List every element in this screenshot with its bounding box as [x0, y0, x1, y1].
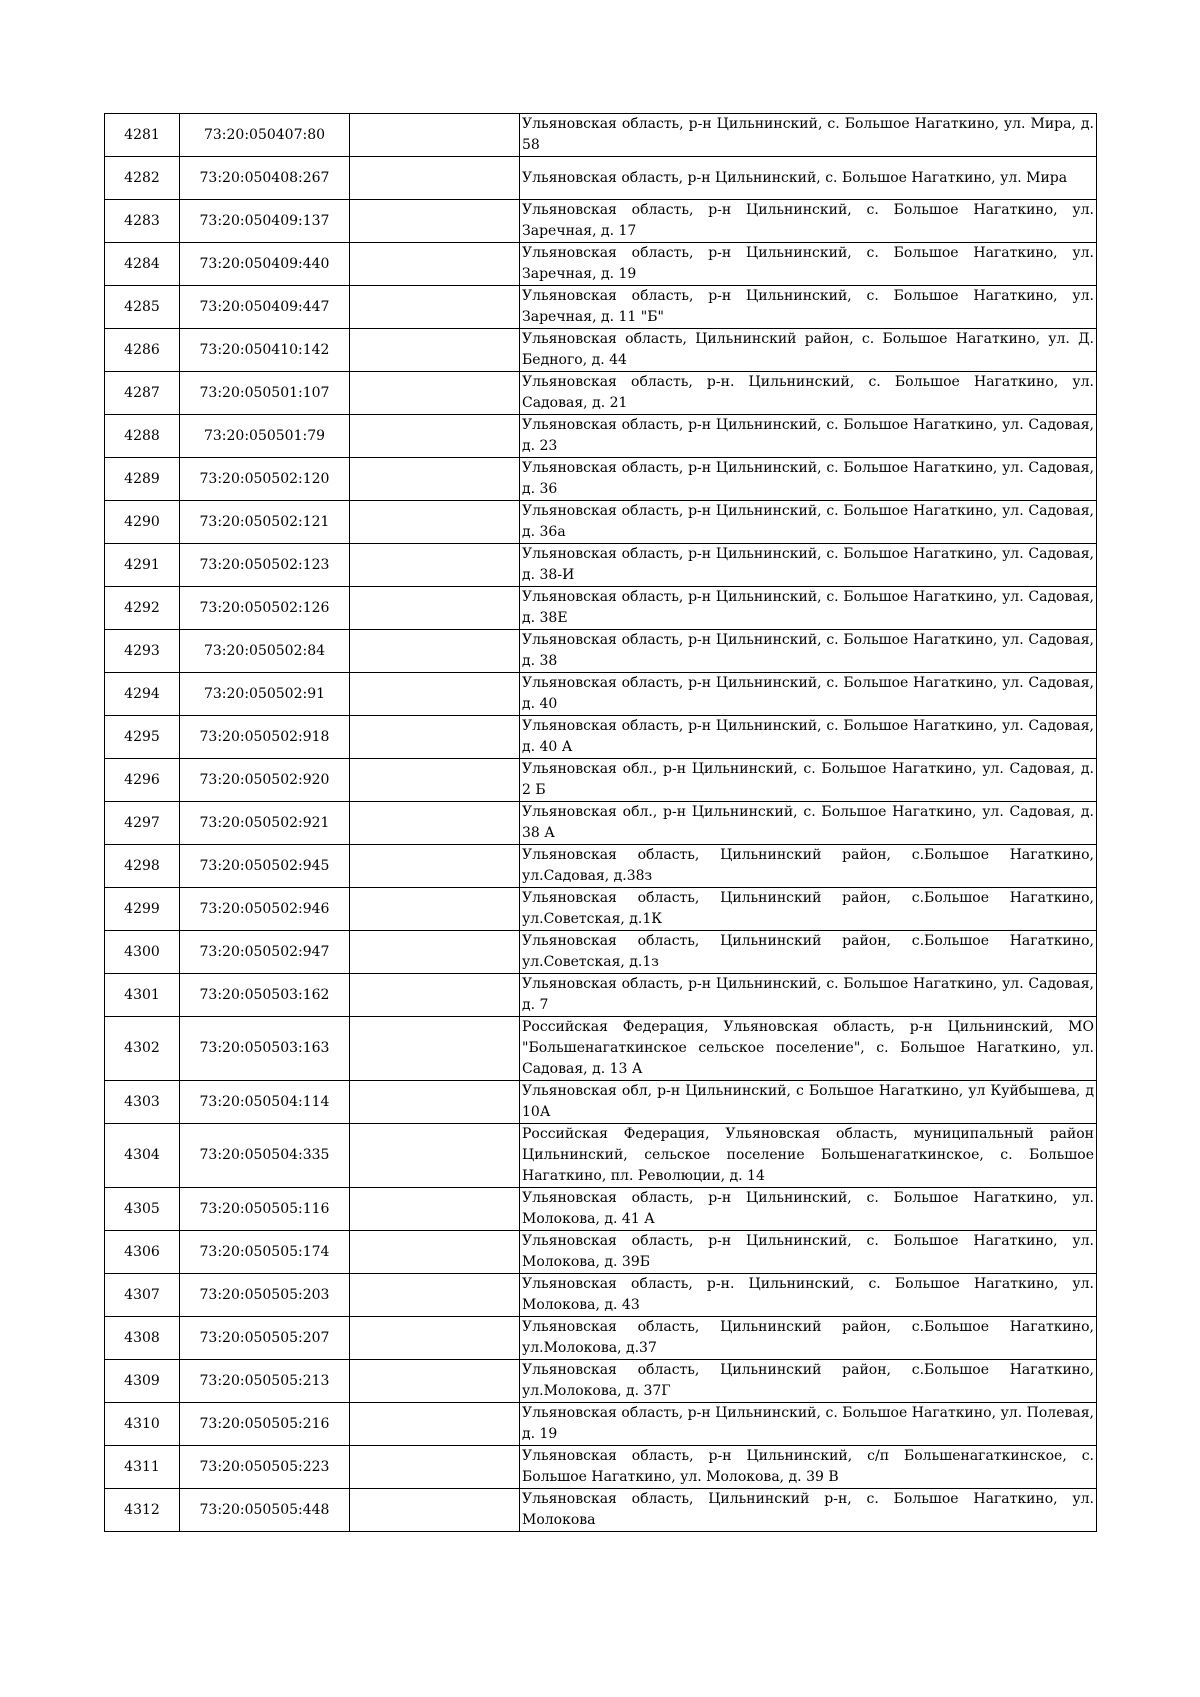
cadastral-number-cell: 73:20:050504:114: [180, 1081, 350, 1124]
address-cell: Ульяновская область, Цильнинский район, с.Большое Нагаткино, ул.Молокова, д. 37Г: [520, 1360, 1097, 1403]
row-number-cell: 4310: [105, 1403, 180, 1446]
row-number-cell: 4311: [105, 1446, 180, 1489]
table-row: [105, 1017, 1097, 1081]
cadastral-number-cell: 73:20:050505:448: [180, 1489, 350, 1532]
empty-cell: [350, 501, 520, 544]
address-cell: Ульяновская область, р-н Цильнинский, с. Большое Нагаткино, ул. Садовая, д. 36а: [520, 501, 1097, 544]
row-number-cell: 4297: [105, 802, 180, 845]
address-cell: Ульяновская область, р-н Цильнинский, с. Большое Нагаткино, ул. Заречная, д. 19: [520, 243, 1097, 286]
table-row: [105, 1360, 1097, 1403]
table-row: [105, 1403, 1097, 1446]
row-number-cell: 4309: [105, 1360, 180, 1403]
cadastral-number-cell: 73:20:050502:921: [180, 802, 350, 845]
empty-cell: [350, 759, 520, 802]
empty-cell: [350, 1274, 520, 1317]
empty-cell: [350, 1489, 520, 1532]
cadastral-number-cell: 73:20:050409:137: [180, 200, 350, 243]
empty-cell: [350, 329, 520, 372]
row-number-cell: 4299: [105, 888, 180, 931]
cadastral-number-cell: 73:20:050502:946: [180, 888, 350, 931]
empty-cell: [350, 1017, 520, 1081]
table-row: [105, 759, 1097, 802]
row-number-cell: 4296: [105, 759, 180, 802]
empty-cell: [350, 1360, 520, 1403]
row-number-cell: 4300: [105, 931, 180, 974]
empty-cell: [350, 114, 520, 157]
empty-cell: [350, 372, 520, 415]
empty-cell: [350, 845, 520, 888]
empty-cell: [350, 157, 520, 200]
cadastral-number-cell: 73:20:050502:91: [180, 673, 350, 716]
row-number-cell: 4307: [105, 1274, 180, 1317]
cadastral-number-cell: 73:20:050502:120: [180, 458, 350, 501]
row-number-cell: 4292: [105, 587, 180, 630]
cadastral-number-cell: 73:20:050501:79: [180, 415, 350, 458]
cadastral-number-cell: 73:20:050409:447: [180, 286, 350, 329]
address-cell: Ульяновская область, р-н Цильнинский, с. Большое Нагаткино, ул. Молокова, д. 39Б: [520, 1231, 1097, 1274]
row-number-cell: 4302: [105, 1017, 180, 1081]
address-cell: Ульяновская область, р-н. Цильнинский, с. Большое Нагаткино, ул. Садовая, д. 21: [520, 372, 1097, 415]
row-number-cell: 4285: [105, 286, 180, 329]
address-cell: Ульяновская область, р-н Цильнинский, с. Большое Нагаткино, ул. Садовая, д. 23: [520, 415, 1097, 458]
address-cell: Ульяновская область, р-н Цильнинский, с. Большое Нагаткино, ул. Полевая, д. 19: [520, 1403, 1097, 1446]
cadastral-number-cell: 73:20:050502:947: [180, 931, 350, 974]
empty-cell: [350, 200, 520, 243]
row-number-cell: 4288: [105, 415, 180, 458]
table-row: [105, 1446, 1097, 1489]
table-row: [105, 802, 1097, 845]
address-cell: Ульяновская область, р-н Цильнинский, с/п Большенагаткинское, с. Большое Нагаткино, ул. Молокова, д. 39 В: [520, 1446, 1097, 1489]
address-cell: Ульяновская область, р-н Цильнинский, с. Большое Нагаткино, ул. Садовая, д. 38-И: [520, 544, 1097, 587]
cadastral-number-cell: 73:20:050502:123: [180, 544, 350, 587]
table-row: [105, 931, 1097, 974]
table-row: [105, 458, 1097, 501]
row-number-cell: 4306: [105, 1231, 180, 1274]
table-row: [105, 1231, 1097, 1274]
cadastral-number-cell: 73:20:050409:440: [180, 243, 350, 286]
address-cell: Ульяновская область, Цильнинский район, с. Большое Нагаткино, ул. Д. Бедного, д. 44: [520, 329, 1097, 372]
address-cell: Ульяновская область, Цильнинский р-н, с. Большое Нагаткино, ул. Молокова: [520, 1489, 1097, 1532]
address-cell: Ульяновская обл., р-н Цильнинский, с. Большое Нагаткино, ул. Садовая, д. 38 А: [520, 802, 1097, 845]
empty-cell: [350, 630, 520, 673]
empty-cell: [350, 1231, 520, 1274]
address-cell: Ульяновская область, р-н Цильнинский, с. Большое Нагаткино, ул. Садовая, д. 38: [520, 630, 1097, 673]
address-cell: Ульяновская область, Цильнинский район, с.Большое Нагаткино, ул.Советская, д.1з: [520, 931, 1097, 974]
table-row: [105, 286, 1097, 329]
address-cell: Ульяновская область, Цильнинский район, с.Большое Нагаткино, ул.Садовая, д.38з: [520, 845, 1097, 888]
row-number-cell: 4286: [105, 329, 180, 372]
cadastral-number-cell: 73:20:050505:216: [180, 1403, 350, 1446]
row-number-cell: 4295: [105, 716, 180, 759]
table-row: [105, 243, 1097, 286]
address-cell: Ульяновская обл, р-н Цильнинский, с Большое Нагаткино, ул Куйбышева, д 10А: [520, 1081, 1097, 1124]
empty-cell: [350, 1124, 520, 1188]
cadastral-number-cell: 73:20:050408:267: [180, 157, 350, 200]
empty-cell: [350, 888, 520, 931]
row-number-cell: 4293: [105, 630, 180, 673]
address-cell: Ульяновская область, р-н Цильнинский, с. Большое Нагаткино, ул. Мира, д. 58: [520, 114, 1097, 157]
table-row: [105, 329, 1097, 372]
table-row: [105, 372, 1097, 415]
cadastral-number-cell: 73:20:050505:203: [180, 1274, 350, 1317]
cadastral-number-cell: 73:20:050505:207: [180, 1317, 350, 1360]
row-number-cell: 4294: [105, 673, 180, 716]
table-row: [105, 1489, 1097, 1532]
address-cell: Ульяновская область, р-н Цильнинский, с. Большое Нагаткино, ул. Садовая, д. 7: [520, 974, 1097, 1017]
empty-cell: [350, 931, 520, 974]
empty-cell: [350, 716, 520, 759]
table-row: [105, 845, 1097, 888]
row-number-cell: 4301: [105, 974, 180, 1017]
cadastral-number-cell: 73:20:050505:223: [180, 1446, 350, 1489]
cadastral-number-cell: 73:20:050502:121: [180, 501, 350, 544]
table-row: [105, 1274, 1097, 1317]
table-body: [105, 114, 1097, 1532]
empty-cell: [350, 286, 520, 329]
row-number-cell: 4308: [105, 1317, 180, 1360]
address-cell: Российская Федерация, Ульяновская область, р-н Цильнинский, МО "Большенагаткинское сельское поселение", с. Большое Нагаткино, ул. Садовая, д. 13 А: [520, 1017, 1097, 1081]
row-number-cell: 4305: [105, 1188, 180, 1231]
cadastral-number-cell: 73:20:050505:213: [180, 1360, 350, 1403]
empty-cell: [350, 1446, 520, 1489]
row-number-cell: 4290: [105, 501, 180, 544]
row-number-cell: 4284: [105, 243, 180, 286]
row-number-cell: 4283: [105, 200, 180, 243]
row-number-cell: 4287: [105, 372, 180, 415]
table-row: [105, 1081, 1097, 1124]
address-cell: Ульяновская область, р-н. Цильнинский, с. Большое Нагаткино, ул. Молокова, д. 43: [520, 1274, 1097, 1317]
empty-cell: [350, 1403, 520, 1446]
empty-cell: [350, 544, 520, 587]
cadastral-number-cell: 73:20:050503:162: [180, 974, 350, 1017]
address-cell: Российская Федерация, Ульяновская область, муниципальный район Цильнинский, сельское поселение Большенагаткинское, с. Большое Нагаткино, пл. Революции, д. 14: [520, 1124, 1097, 1188]
cadastral-number-cell: 73:20:050502:126: [180, 587, 350, 630]
table-row: [105, 200, 1097, 243]
cadastral-number-cell: 73:20:050410:142: [180, 329, 350, 372]
address-cell: Ульяновская область, р-н Цильнинский, с. Большое Нагаткино, ул. Садовая, д. 38Е: [520, 587, 1097, 630]
table-row: [105, 415, 1097, 458]
empty-cell: [350, 415, 520, 458]
parcel-registry-table: [104, 113, 1097, 1532]
cadastral-number-cell: 73:20:050407:80: [180, 114, 350, 157]
cadastral-number-cell: 73:20:050502:84: [180, 630, 350, 673]
address-cell: Ульяновская область, Цильнинский район, с.Большое Нагаткино, ул.Молокова, д.37: [520, 1317, 1097, 1360]
table-row: [105, 114, 1097, 157]
empty-cell: [350, 587, 520, 630]
address-cell: Ульяновская область, р-н Цильнинский, с. Большое Нагаткино, ул. Заречная, д. 11 "Б": [520, 286, 1097, 329]
table-row: [105, 501, 1097, 544]
cadastral-number-cell: 73:20:050502:945: [180, 845, 350, 888]
row-number-cell: 4282: [105, 157, 180, 200]
table-row: [105, 630, 1097, 673]
empty-cell: [350, 1317, 520, 1360]
address-cell: Ульяновская обл., р-н Цильнинский, с. Большое Нагаткино, ул. Садовая, д. 2 Б: [520, 759, 1097, 802]
cadastral-number-cell: 73:20:050503:163: [180, 1017, 350, 1081]
table-row: [105, 157, 1097, 200]
table-row: [105, 544, 1097, 587]
cadastral-number-cell: 73:20:050505:174: [180, 1231, 350, 1274]
cadastral-number-cell: 73:20:050504:335: [180, 1124, 350, 1188]
empty-cell: [350, 673, 520, 716]
empty-cell: [350, 802, 520, 845]
empty-cell: [350, 1081, 520, 1124]
address-cell: Ульяновская область, р-н Цильнинский, с. Большое Нагаткино, ул. Садовая, д. 36: [520, 458, 1097, 501]
address-cell: Ульяновская область, Цильнинский район, с.Большое Нагаткино, ул.Советская, д.1К: [520, 888, 1097, 931]
table-row: [105, 716, 1097, 759]
address-cell: Ульяновская область, р-н Цильнинский, с. Большое Нагаткино, ул. Молокова, д. 41 А: [520, 1188, 1097, 1231]
address-cell: Ульяновская область, р-н Цильнинский, с. Большое Нагаткино, ул. Заречная, д. 17: [520, 200, 1097, 243]
table-row: [105, 673, 1097, 716]
empty-cell: [350, 974, 520, 1017]
table-row: [105, 1124, 1097, 1188]
table-row: [105, 1317, 1097, 1360]
empty-cell: [350, 458, 520, 501]
empty-cell: [350, 1188, 520, 1231]
row-number-cell: 4303: [105, 1081, 180, 1124]
row-number-cell: 4289: [105, 458, 180, 501]
row-number-cell: 4312: [105, 1489, 180, 1532]
cadastral-number-cell: 73:20:050501:107: [180, 372, 350, 415]
row-number-cell: 4304: [105, 1124, 180, 1188]
table-row: [105, 1188, 1097, 1231]
address-cell: Ульяновская область, р-н Цильнинский, с. Большое Нагаткино, ул. Мира: [520, 157, 1097, 200]
table-row: [105, 587, 1097, 630]
row-number-cell: 4298: [105, 845, 180, 888]
row-number-cell: 4281: [105, 114, 180, 157]
table-row: [105, 974, 1097, 1017]
row-number-cell: 4291: [105, 544, 180, 587]
address-cell: Ульяновская область, р-н Цильнинский, с. Большое Нагаткино, ул. Садовая, д. 40 А: [520, 716, 1097, 759]
empty-cell: [350, 243, 520, 286]
cadastral-number-cell: 73:20:050502:920: [180, 759, 350, 802]
cadastral-number-cell: 73:20:050502:918: [180, 716, 350, 759]
address-cell: Ульяновская область, р-н Цильнинский, с. Большое Нагаткино, ул. Садовая, д. 40: [520, 673, 1097, 716]
table-row: [105, 888, 1097, 931]
cadastral-number-cell: 73:20:050505:116: [180, 1188, 350, 1231]
